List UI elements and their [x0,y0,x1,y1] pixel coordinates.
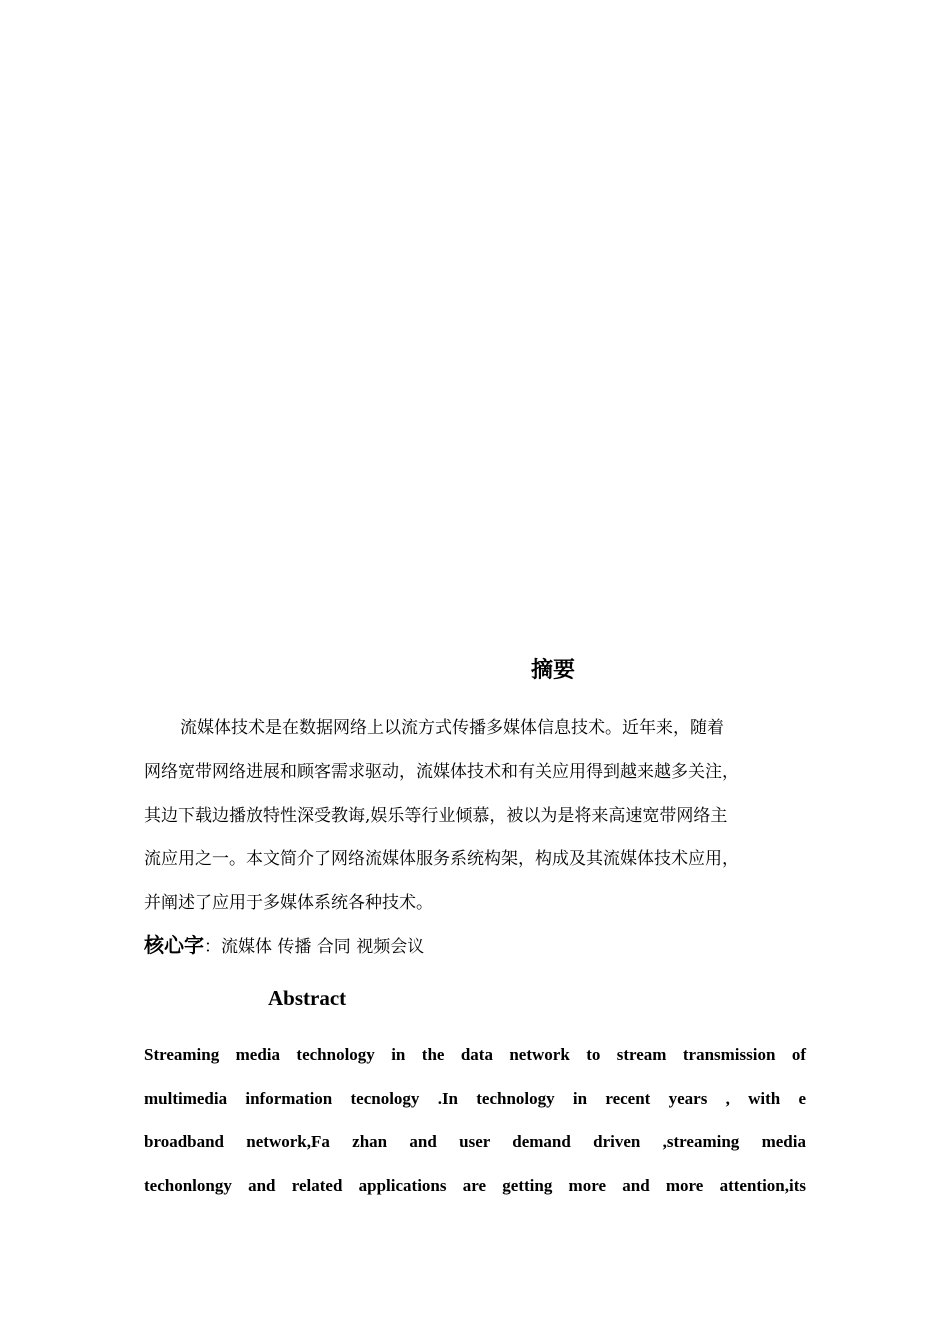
abstract-en-line: techonlongy and related applications are getting more and more attention,its [144,1176,806,1195]
abstract-en-line: multimedia information tecnology .In technology in recent years , with e [144,1089,806,1108]
abstract-en-line: Streaming media technology in the data network to stream transmission of [144,1045,806,1064]
keywords-colon: ： [204,937,221,957]
abstract-cn-line: 并阐述了应用于多媒体系统各种技术。 [144,893,433,913]
abstract-cn-line: 其边下载边播放特性深受教诲,娱乐等行业倾慕，被以为是将来高速宽带网络主 [144,806,728,826]
keywords-label: 核心字 [144,933,204,957]
abstract-cn-line: 网络宽带网络进展和顾客需求驱动，流媒体技术和有关应用得到越来越多关注， [144,762,739,782]
keywords-line [144,929,424,958]
abstract-title-cn: 摘要 [530,658,575,683]
abstract-cn-line: 流应用之一。本文简介了网络流媒体服务系统构架，构成及其流媒体技术应用， [144,849,739,869]
keywords-list: 流媒体 传播 合同 视频会议 [221,937,425,957]
abstract-title-en: Abstract [268,986,347,1010]
abstract-cn-line: 流媒体技术是在数据网络上以流方式传播多媒体信息技术。近年来，随着 [180,718,724,738]
abstract-en-line: broadband network,Fa zhan and user demand driven ,streaming media [144,1132,806,1151]
